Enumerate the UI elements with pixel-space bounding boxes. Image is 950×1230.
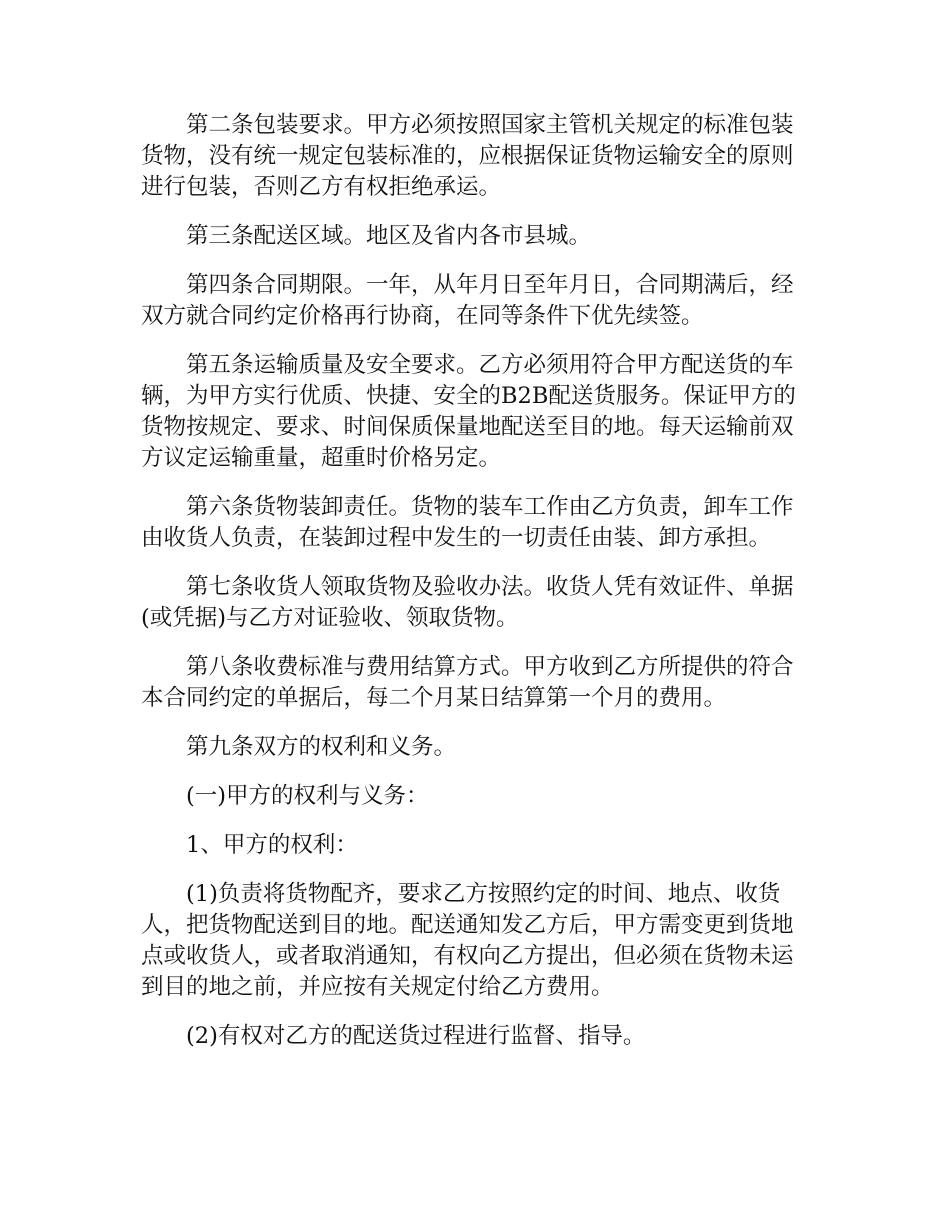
clause-3-delivery-area: 第三条配送区域。地区及省内各市县城。 (186, 223, 592, 249)
clause-2-packaging: 第二条包装要求。甲方必须按照国家主管机关规定的标准包装货物，没有统一规定包装标准的，应根据保证货物运输安全的原则进行包装，否则乙方有权拒绝承运。 (141, 112, 794, 200)
clause-6-loading-responsibility: 第六条货物装卸责任。货物的装车工作由乙方负责，卸车工作由收货人负责，在装卸过程中发生的一切责任由装、卸方承担。 (141, 494, 794, 551)
clause-9-rights-obligations: 第九条双方的权利和义务。 (186, 734, 457, 760)
clause-7-receipt-inspection: 第七条收货人领取货物及验收办法。收货人凭有效证件、单据(或凭据)与乙方对证验收、领取货物。 (141, 574, 794, 631)
clause-4-contract-term: 第四条合同期限。一年，从年月日至年月日，合同期满后，经双方就合同约定价格再行协商，在同等条件下优先续签。 (141, 272, 794, 329)
item-1-goods-preparation: (1)负责将货物配齐，要求乙方按照约定的时间、地点、收货人，把货物配送到目的地。配送通知发乙方后，甲方需变更到货地点或收货人，或者取消通知，有权向乙方提出，但必须在货物未运到目的地之前，并应按有关规定付给乙方费用。 (141, 881, 794, 1000)
section-party-a-rights-obligations: (一)甲方的权利与义务： (186, 783, 429, 809)
item-2-supervision: (2)有权对乙方的配送货过程进行监督、指导。 (186, 1023, 646, 1049)
subsection-party-a-rights: 1、甲方的权利： (186, 832, 358, 858)
clause-5-transport-quality: 第五条运输质量及安全要求。乙方必须用符合甲方配送货的车辆，为甲方实行优质、快捷、安全的B2B配送货服务。保证甲方的货物按规定、要求、时间保质保量地配送至目的地。每天运输前双方议定运输重量，超重时价格另定。 (141, 352, 796, 471)
clause-8-fees-settlement: 第八条收费标准与费用结算方式。甲方收到乙方所提供的符合本合同约定的单据后，每二个月某日结算第一个月的费用。 (141, 654, 794, 711)
